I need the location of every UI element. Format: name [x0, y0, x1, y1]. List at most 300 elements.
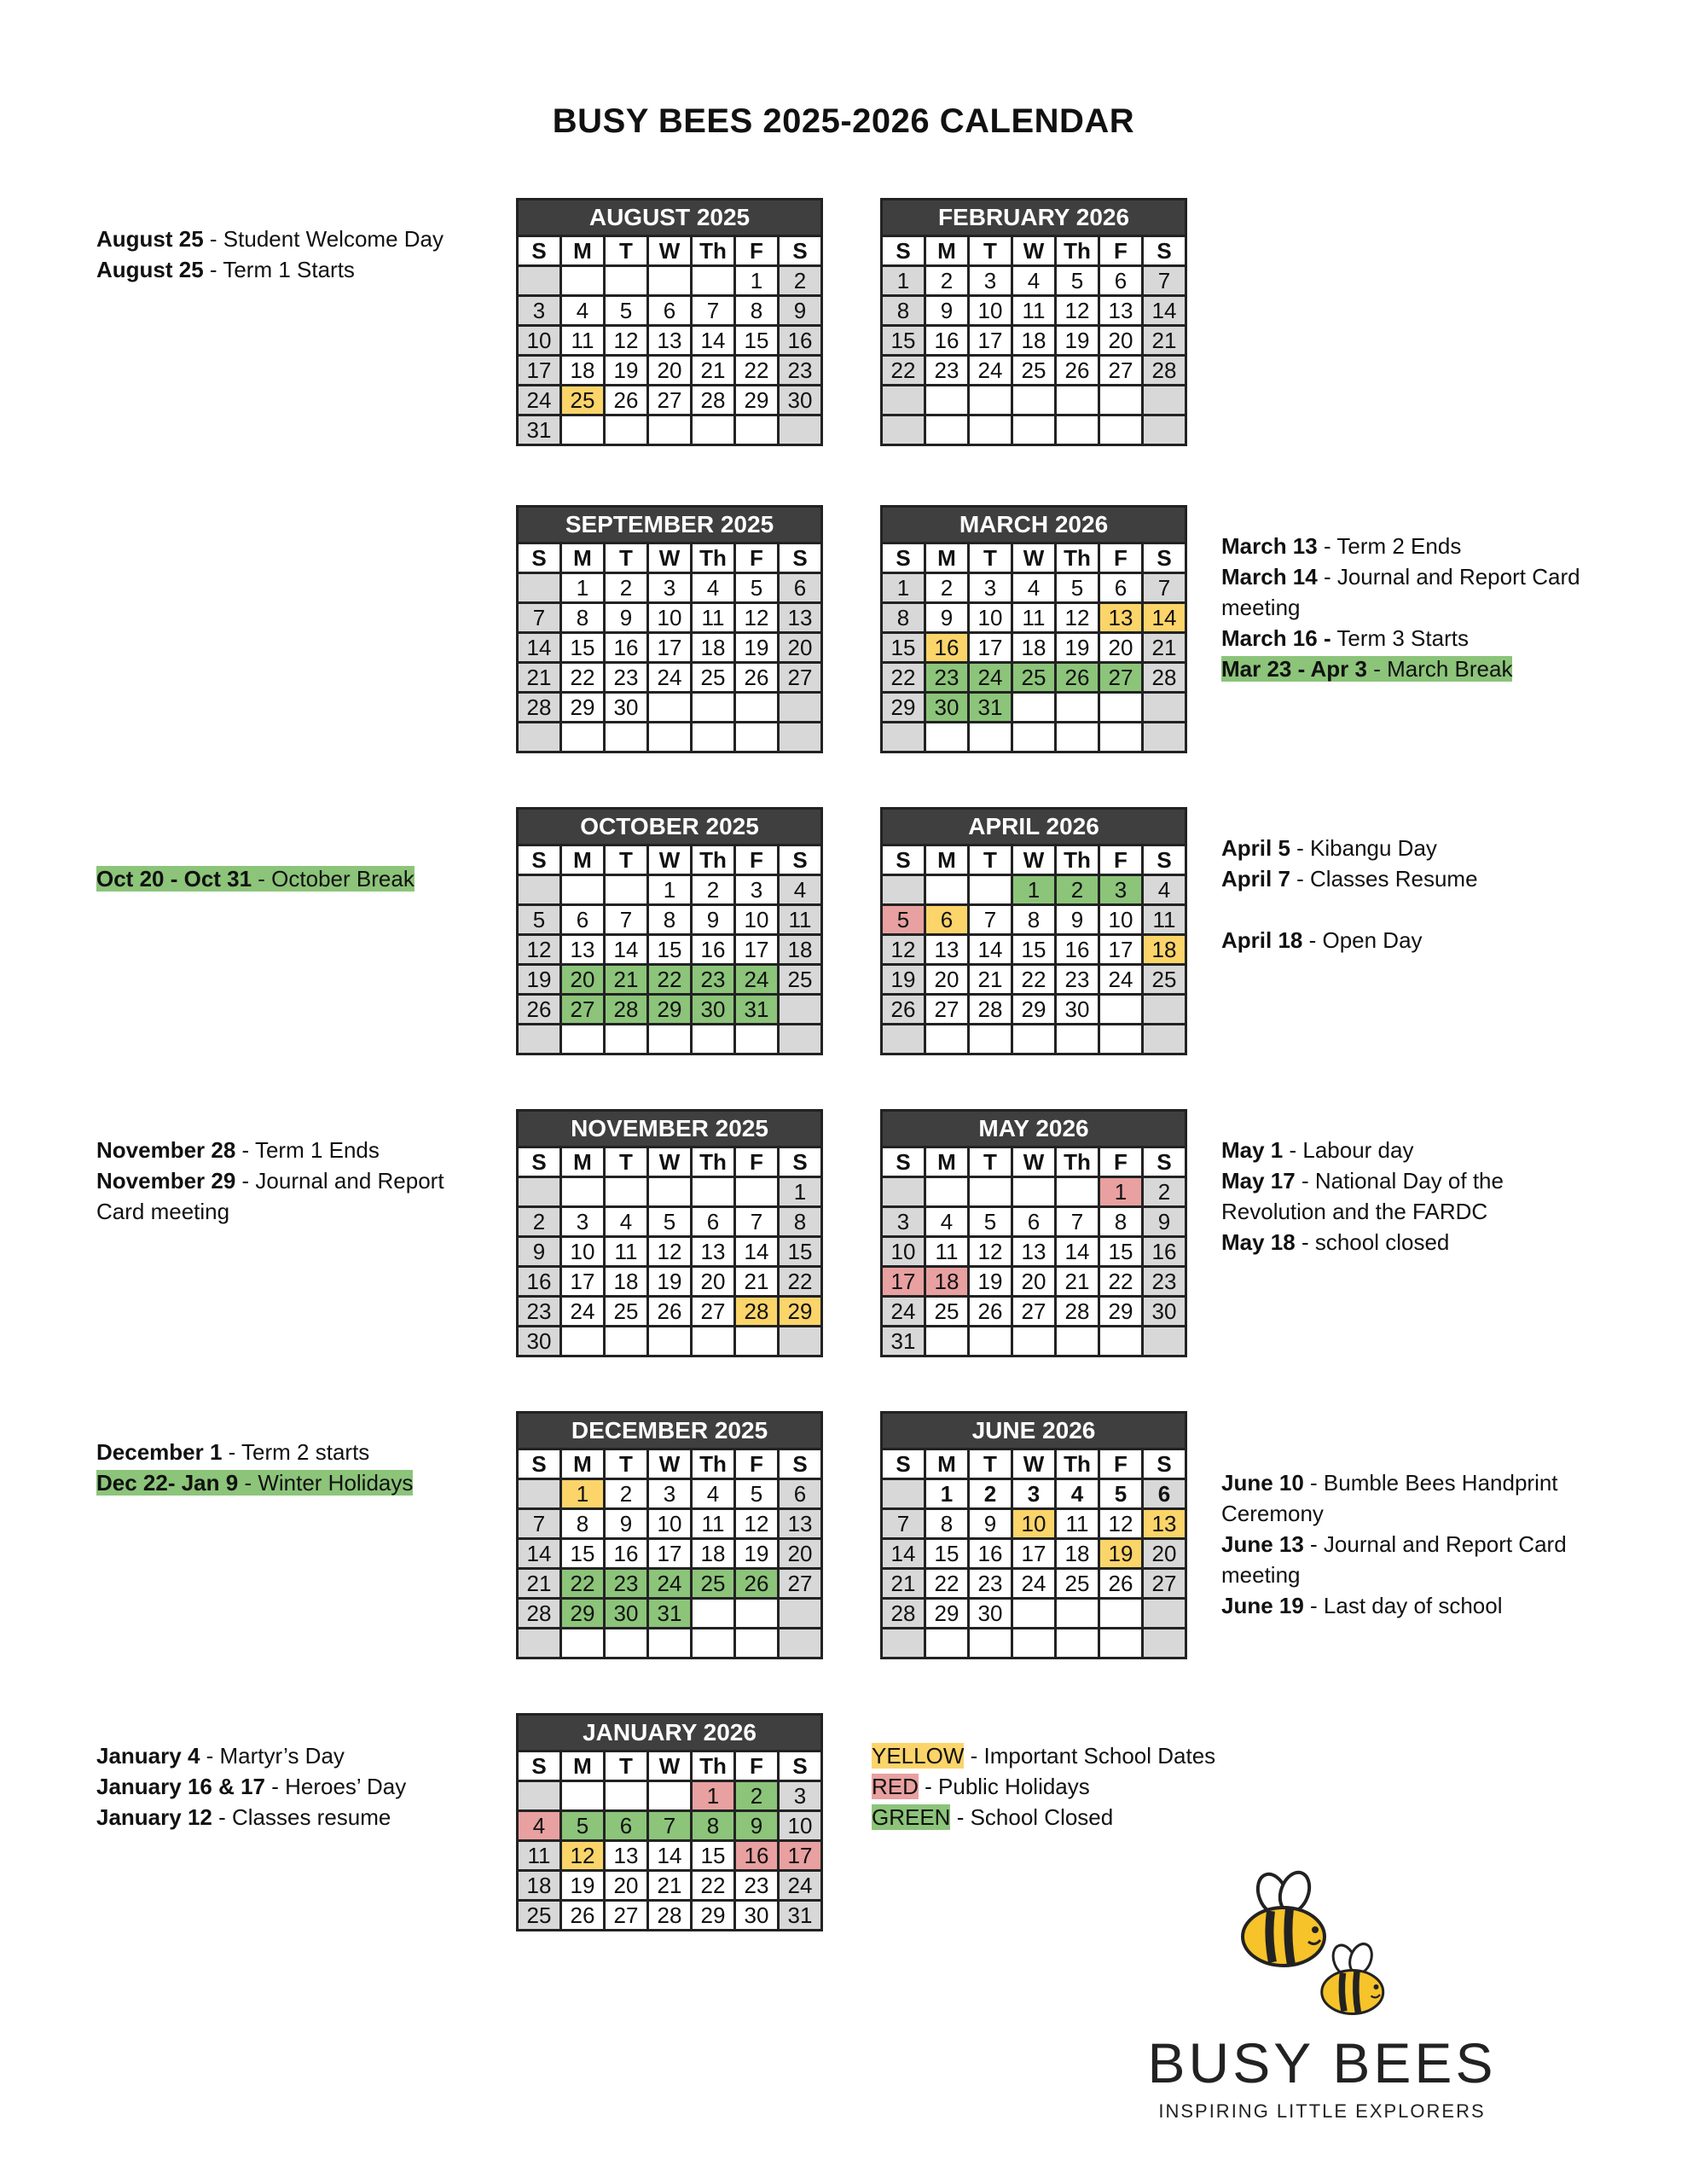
- day-cell: 31: [518, 415, 561, 445]
- day-cell: 25: [692, 1569, 735, 1599]
- day-cell: 24: [1099, 965, 1143, 995]
- day-cell: 29: [561, 693, 605, 723]
- empty-cell: [779, 995, 822, 1025]
- week-row: [882, 1207, 1186, 1237]
- empty-cell: [1012, 1025, 1056, 1054]
- day-cell: 25: [1012, 356, 1056, 386]
- day-cell: 22: [882, 356, 925, 386]
- weekday-label: Th: [692, 543, 735, 573]
- day-cell: 24: [648, 663, 692, 693]
- month-grid: [880, 1146, 1187, 1357]
- note-text: - Term 2 Ends: [1317, 533, 1462, 559]
- day-cell: 24: [518, 386, 561, 415]
- day-cell: 3: [969, 266, 1012, 296]
- day-cell: 14: [1143, 603, 1186, 633]
- day-cell: 31: [648, 1599, 692, 1629]
- day-cell: 2: [925, 266, 969, 296]
- note-item: [1221, 531, 1597, 561]
- day-cell: 10: [648, 603, 692, 633]
- legend-label-green: GREEN: [872, 1804, 951, 1830]
- day-cell: 4: [561, 296, 605, 326]
- weekday-label: S: [779, 1751, 822, 1781]
- day-cell: 17: [779, 1841, 822, 1871]
- note-text: - Journal and Report Card meeting: [1221, 564, 1580, 620]
- day-cell: 3: [561, 1207, 605, 1237]
- day-cell: 21: [735, 1267, 779, 1297]
- note-date: May 1: [1221, 1137, 1284, 1163]
- week-row: [882, 1297, 1186, 1327]
- week-row: [882, 1629, 1186, 1658]
- day-cell: 13: [779, 603, 822, 633]
- weekday-label: S: [1143, 1147, 1186, 1177]
- day-cell: 7: [882, 1509, 925, 1539]
- week-row: [518, 266, 822, 296]
- weekday-header-row: [518, 1751, 822, 1781]
- note-item: [1221, 1467, 1597, 1529]
- note-date: August 25: [96, 257, 204, 282]
- empty-cell: [561, 1025, 605, 1054]
- day-cell: 1: [1099, 1177, 1143, 1207]
- day-cell: 24: [779, 1871, 822, 1901]
- day-cell: 16: [969, 1539, 1012, 1569]
- day-cell: 15: [882, 326, 925, 356]
- weekday-label: Th: [692, 1449, 735, 1479]
- note-date: June 10: [1221, 1470, 1304, 1496]
- day-cell: 10: [969, 603, 1012, 633]
- day-cell: 18: [692, 1539, 735, 1569]
- weekday-header-row: [882, 1449, 1186, 1479]
- empty-cell: [779, 1599, 822, 1629]
- day-cell: 3: [969, 573, 1012, 603]
- weekday-label: M: [561, 236, 605, 266]
- day-cell: 12: [969, 1237, 1012, 1267]
- empty-cell: [648, 723, 692, 752]
- day-cell: 2: [605, 573, 648, 603]
- day-cell: 1: [882, 266, 925, 296]
- day-cell: 25: [1143, 965, 1186, 995]
- note-item: [96, 1135, 472, 1165]
- day-cell: 19: [1056, 633, 1099, 663]
- day-cell: 15: [561, 633, 605, 663]
- day-cell: 30: [925, 693, 969, 723]
- empty-cell: [648, 266, 692, 296]
- empty-cell: [969, 415, 1012, 445]
- day-cell: 14: [648, 1841, 692, 1871]
- day-cell: 22: [779, 1267, 822, 1297]
- day-cell: 19: [648, 1267, 692, 1297]
- weekday-label: S: [518, 1147, 561, 1177]
- empty-cell: [648, 1781, 692, 1811]
- note-item: [1221, 1590, 1597, 1621]
- day-cell: 20: [561, 965, 605, 995]
- week-row: [882, 573, 1186, 603]
- weekday-label: W: [648, 236, 692, 266]
- empty-cell: [779, 723, 822, 752]
- day-cell: 25: [518, 1901, 561, 1931]
- day-cell: 5: [735, 573, 779, 603]
- week-row: [882, 415, 1186, 445]
- day-cell: 27: [561, 995, 605, 1025]
- empty-cell: [1099, 1327, 1143, 1356]
- calendar-october-2025: [516, 807, 823, 1055]
- day-cell: 18: [779, 935, 822, 965]
- empty-cell: [1056, 1629, 1099, 1658]
- day-cell: 19: [735, 633, 779, 663]
- day-cell: 16: [692, 935, 735, 965]
- day-cell: 7: [605, 905, 648, 935]
- day-cell: 29: [925, 1599, 969, 1629]
- day-cell: 8: [561, 1509, 605, 1539]
- day-cell: 30: [779, 386, 822, 415]
- day-cell: 17: [735, 935, 779, 965]
- day-cell: 12: [1056, 296, 1099, 326]
- note-text: - March Break: [1366, 656, 1513, 682]
- empty-cell: [1012, 1629, 1056, 1658]
- day-cell: 10: [518, 326, 561, 356]
- weekday-label: F: [735, 1147, 779, 1177]
- day-cell: 7: [518, 603, 561, 633]
- day-cell: 25: [605, 1297, 648, 1327]
- day-cell: 4: [518, 1811, 561, 1841]
- day-cell: 10: [735, 905, 779, 935]
- day-cell: 20: [1143, 1539, 1186, 1569]
- month-grid: [516, 1146, 823, 1357]
- weekday-label: F: [1099, 1449, 1143, 1479]
- weekday-label: S: [779, 1449, 822, 1479]
- month-grid: [516, 844, 823, 1055]
- day-cell: 20: [648, 356, 692, 386]
- week-row: [518, 296, 822, 326]
- day-cell: 9: [779, 296, 822, 326]
- note-item: [1221, 863, 1597, 894]
- day-cell: 6: [779, 573, 822, 603]
- day-cell: 25: [561, 386, 605, 415]
- note-date: Mar 23 - Apr 3: [1221, 656, 1367, 682]
- day-cell: 1: [561, 573, 605, 603]
- page-title: BUSY BEES 2025-2026 CALENDAR: [552, 102, 1135, 140]
- day-cell: 6: [925, 905, 969, 935]
- empty-cell: [692, 415, 735, 445]
- day-cell: 12: [882, 935, 925, 965]
- week-row: [518, 995, 822, 1025]
- weekday-label: W: [1012, 845, 1056, 875]
- empty-cell: [692, 693, 735, 723]
- empty-cell: [735, 693, 779, 723]
- empty-cell: [925, 1327, 969, 1356]
- weekday-label: T: [605, 543, 648, 573]
- week-row: [518, 1327, 822, 1356]
- day-cell: 8: [882, 296, 925, 326]
- week-row: [518, 1871, 822, 1901]
- note-text: - Martyr’s Day: [200, 1743, 345, 1769]
- day-cell: 25: [925, 1297, 969, 1327]
- day-cell: 19: [882, 965, 925, 995]
- day-cell: 20: [925, 965, 969, 995]
- week-row: [882, 1509, 1186, 1539]
- weekday-label: Th: [1056, 236, 1099, 266]
- weekday-label: F: [735, 236, 779, 266]
- empty-cell: [735, 415, 779, 445]
- day-cell: 16: [1143, 1237, 1186, 1267]
- empty-cell: [735, 723, 779, 752]
- note-line: [1221, 1470, 1558, 1526]
- day-cell: 4: [605, 1207, 648, 1237]
- weekday-label: M: [925, 236, 969, 266]
- day-cell: 27: [925, 995, 969, 1025]
- day-cell: 11: [561, 326, 605, 356]
- day-cell: 13: [925, 935, 969, 965]
- note-text: - Classes resume: [212, 1804, 391, 1830]
- day-cell: 8: [561, 603, 605, 633]
- day-cell: 5: [1056, 573, 1099, 603]
- note-item: [1221, 1227, 1597, 1258]
- empty-cell: [969, 723, 1012, 752]
- empty-cell: [648, 415, 692, 445]
- empty-cell: [1143, 415, 1186, 445]
- day-cell: 1: [779, 1177, 822, 1207]
- month-title: SEPTEMBER 2025: [516, 505, 823, 542]
- day-cell: 27: [605, 1901, 648, 1931]
- empty-cell: [969, 1629, 1012, 1658]
- empty-cell: [561, 1327, 605, 1356]
- day-cell: 3: [1099, 875, 1143, 905]
- empty-cell: [779, 1629, 822, 1658]
- note-text: - Winter Holidays: [238, 1470, 414, 1496]
- note-text: - October Break: [252, 866, 415, 892]
- day-cell: 16: [518, 1267, 561, 1297]
- weekday-label: F: [735, 1751, 779, 1781]
- day-cell: 23: [925, 356, 969, 386]
- note-item: [1221, 833, 1597, 863]
- day-cell: 11: [605, 1237, 648, 1267]
- note-item: [96, 1467, 472, 1498]
- day-cell: 29: [692, 1901, 735, 1931]
- empty-cell: [925, 386, 969, 415]
- day-cell: 27: [1143, 1569, 1186, 1599]
- day-cell: 9: [692, 905, 735, 935]
- empty-cell: [969, 386, 1012, 415]
- note-item: [1221, 1165, 1597, 1227]
- day-cell: 11: [1012, 603, 1056, 633]
- weekday-label: T: [969, 1147, 1012, 1177]
- empty-cell: [1143, 1025, 1186, 1054]
- note-date: Dec 22- Jan 9: [96, 1470, 239, 1496]
- weekday-label: Th: [692, 1751, 735, 1781]
- month-title: DECEMBER 2025: [516, 1411, 823, 1448]
- day-cell: 22: [1012, 965, 1056, 995]
- weekday-label: W: [648, 1751, 692, 1781]
- day-cell: 7: [969, 905, 1012, 935]
- week-row: [518, 723, 822, 752]
- week-row: [518, 1237, 822, 1267]
- week-row: [882, 356, 1186, 386]
- month-grid: [516, 1448, 823, 1659]
- day-cell: 27: [1099, 356, 1143, 386]
- weekday-label: T: [605, 1147, 648, 1177]
- weekday-label: S: [518, 1449, 561, 1479]
- empty-cell: [692, 266, 735, 296]
- day-cell: 24: [648, 1569, 692, 1599]
- day-cell: 2: [518, 1207, 561, 1237]
- day-cell: 26: [969, 1297, 1012, 1327]
- day-cell: 29: [882, 693, 925, 723]
- note-text: - Bumble Bees Handprint Ceremony: [1221, 1470, 1558, 1526]
- week-row: [518, 1479, 822, 1509]
- day-cell: 6: [1143, 1479, 1186, 1509]
- week-row: [882, 693, 1186, 723]
- day-cell: 19: [605, 356, 648, 386]
- day-cell: 12: [1056, 603, 1099, 633]
- day-cell: 4: [692, 573, 735, 603]
- day-cell: 3: [779, 1781, 822, 1811]
- weekday-label: S: [779, 845, 822, 875]
- day-cell: 21: [518, 1569, 561, 1599]
- day-cell: 7: [1143, 266, 1186, 296]
- month-title: MAY 2026: [880, 1109, 1187, 1146]
- day-cell: 10: [1099, 905, 1143, 935]
- weekday-label: S: [1143, 236, 1186, 266]
- day-cell: 14: [518, 633, 561, 663]
- day-cell: 29: [1099, 1297, 1143, 1327]
- empty-cell: [648, 1177, 692, 1207]
- day-cell: 10: [779, 1811, 822, 1841]
- note-item: [96, 224, 472, 254]
- note-text: - National Day of the Revolution and the FARDC: [1221, 1168, 1504, 1224]
- week-row: [518, 1781, 822, 1811]
- day-cell: 6: [692, 1207, 735, 1237]
- weekday-label: M: [925, 1147, 969, 1177]
- calendar-february-2026: [880, 198, 1187, 446]
- day-cell: 24: [561, 1297, 605, 1327]
- day-cell: 30: [1143, 1297, 1186, 1327]
- day-cell: 22: [648, 965, 692, 995]
- week-row: [882, 1539, 1186, 1569]
- day-cell: 30: [969, 1599, 1012, 1629]
- empty-cell: [648, 693, 692, 723]
- weekday-label: Th: [1056, 1147, 1099, 1177]
- day-cell: 1: [692, 1781, 735, 1811]
- empty-cell: [925, 1025, 969, 1054]
- notes-november: [96, 1135, 472, 1227]
- week-row: [882, 965, 1186, 995]
- empty-cell: [735, 1025, 779, 1054]
- day-cell: 2: [1056, 875, 1099, 905]
- empty-cell: [1143, 1599, 1186, 1629]
- week-row: [518, 1539, 822, 1569]
- day-cell: 21: [1143, 326, 1186, 356]
- day-cell: 27: [1012, 1297, 1056, 1327]
- day-cell: 16: [925, 633, 969, 663]
- empty-cell: [561, 415, 605, 445]
- week-row: [518, 1811, 822, 1841]
- empty-cell: [1099, 693, 1143, 723]
- day-cell: 10: [969, 296, 1012, 326]
- note-line: [1221, 866, 1478, 892]
- empty-cell: [692, 1599, 735, 1629]
- weekday-header-row: [882, 236, 1186, 266]
- empty-cell: [1099, 723, 1143, 752]
- day-cell: 12: [561, 1841, 605, 1871]
- day-cell: 30: [605, 1599, 648, 1629]
- empty-cell: [605, 875, 648, 905]
- week-row: [882, 723, 1186, 752]
- weekday-label: T: [969, 845, 1012, 875]
- week-row: [882, 663, 1186, 693]
- day-cell: 18: [561, 356, 605, 386]
- empty-cell: [518, 1025, 561, 1054]
- day-cell: 15: [882, 633, 925, 663]
- day-cell: 3: [735, 875, 779, 905]
- day-cell: 24: [969, 356, 1012, 386]
- day-cell: 1: [882, 573, 925, 603]
- day-cell: 2: [925, 573, 969, 603]
- week-row: [518, 1629, 822, 1658]
- day-cell: 15: [648, 935, 692, 965]
- day-cell: 25: [779, 965, 822, 995]
- day-cell: 26: [1099, 1569, 1143, 1599]
- week-row: [882, 1569, 1186, 1599]
- note-date: May 18: [1221, 1229, 1296, 1255]
- day-cell: 2: [969, 1479, 1012, 1509]
- day-cell: 15: [735, 326, 779, 356]
- weekday-label: T: [969, 236, 1012, 266]
- month-grid: [880, 1448, 1187, 1659]
- note-line: [96, 1137, 380, 1163]
- note-item: [96, 1437, 472, 1467]
- calendar-august-2025: [516, 198, 823, 446]
- note-line: [1221, 656, 1512, 682]
- note-date: April 7: [1221, 866, 1290, 892]
- day-cell: 5: [648, 1207, 692, 1237]
- day-cell: 14: [692, 326, 735, 356]
- day-cell: 23: [735, 1871, 779, 1901]
- notes-may: [1221, 1135, 1597, 1258]
- calendar-november-2025: [516, 1109, 823, 1357]
- day-cell: 16: [779, 326, 822, 356]
- empty-cell: [882, 723, 925, 752]
- note-date: April 5: [1221, 835, 1290, 861]
- empty-cell: [1056, 1599, 1099, 1629]
- note-line: [96, 1804, 391, 1830]
- weekday-header-row: [518, 236, 822, 266]
- note-item: [96, 254, 472, 285]
- note-text: - Kibangu Day: [1290, 835, 1437, 861]
- day-cell: 6: [1099, 573, 1143, 603]
- note-line: [96, 866, 415, 892]
- day-cell: 17: [1099, 935, 1143, 965]
- empty-cell: [882, 1177, 925, 1207]
- day-cell: 28: [969, 995, 1012, 1025]
- empty-cell: [1056, 693, 1099, 723]
- weekday-label: T: [969, 543, 1012, 573]
- note-date: March 14: [1221, 564, 1318, 590]
- day-cell: 4: [1012, 573, 1056, 603]
- day-cell: 14: [735, 1237, 779, 1267]
- weekday-label: W: [648, 543, 692, 573]
- weekday-label: Th: [692, 845, 735, 875]
- empty-cell: [1012, 693, 1056, 723]
- day-cell: 8: [1099, 1207, 1143, 1237]
- note-item: [96, 1740, 472, 1771]
- day-cell: 17: [882, 1267, 925, 1297]
- day-cell: 16: [1056, 935, 1099, 965]
- week-row: [518, 1509, 822, 1539]
- weekday-label: F: [1099, 845, 1143, 875]
- day-cell: 8: [925, 1509, 969, 1539]
- day-cell: 22: [561, 1569, 605, 1599]
- notes-august: [96, 224, 472, 285]
- day-cell: 5: [605, 296, 648, 326]
